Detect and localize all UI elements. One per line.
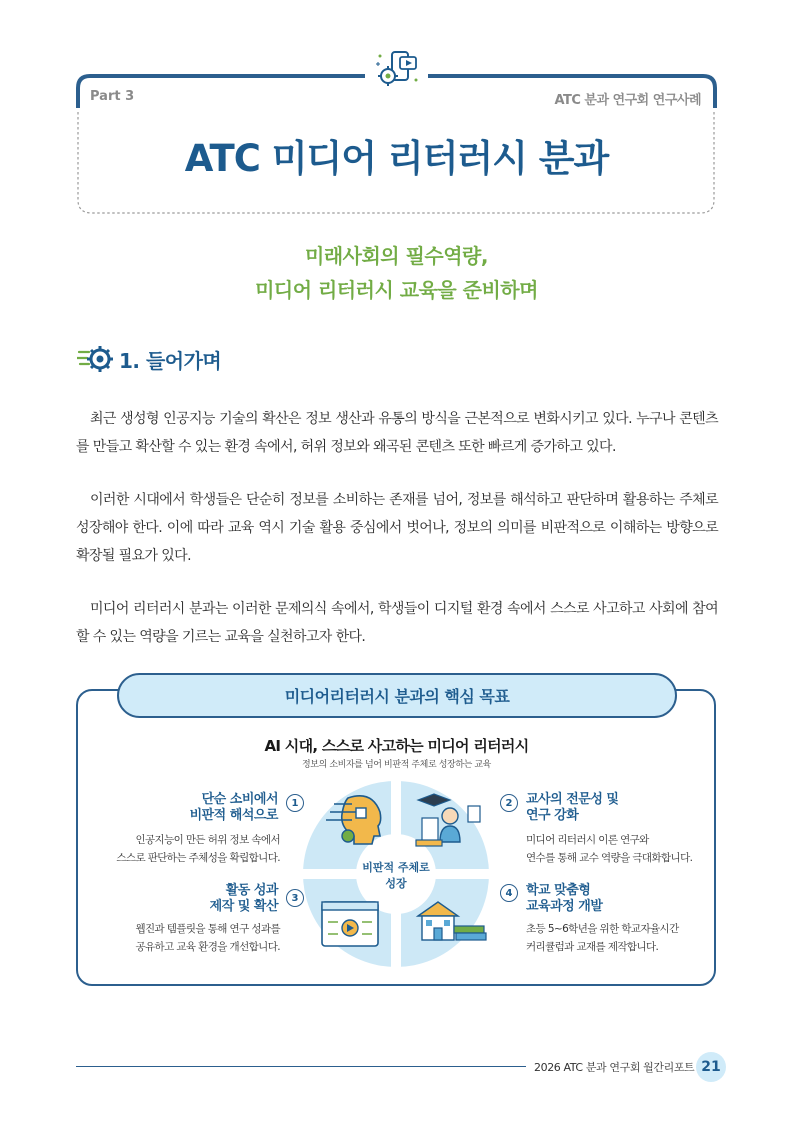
paragraph-1: 최근 생성형 인공지능 기술의 확산은 정보 생산과 유통의 방식을 근본적으로 변화시키고 있다. 누구나 콘텐츠를 만들고 확산할 수 있는 환경 속에서, 허위 정보와 왜곡된 콘텐츠 또한 빠르게 증가하고 있다.	[76, 411, 718, 455]
goal-3-description: 웹진과 템플릿을 통해 연구 성과를 공유하고 교육 환경을 개선합니다.	[135, 923, 280, 953]
subtitle-line-2: 미디어 리터러시 교육을 준비하며	[255, 278, 538, 302]
hub-label-line-1: 비판적 주체로	[362, 861, 430, 874]
goal-2-description: 미디어 리터러시 이론 연구와 연수를 통해 교수 역량을 극대화합니다.	[526, 834, 693, 864]
mobile-media-gear-icon	[370, 46, 424, 92]
goal-1-description: 인공지능이 만든 허위 정보 속에서 스스로 판단하는 주체성을 확립합니다.	[116, 834, 280, 864]
page-number: 21	[696, 1052, 726, 1082]
footer-divider	[76, 1066, 526, 1067]
goals-heading: AI 시대, 스스로 사고하는 미디어 리터러시	[264, 737, 529, 755]
web-media-icon	[322, 902, 378, 946]
goals-title: 미디어리터러시 분과의 핵심 목표	[284, 687, 510, 706]
goal-1-title: 단순 소비에서 비판적 해석으로	[189, 792, 278, 823]
page-title: ATC 미디어 리터러시 분과	[184, 137, 609, 180]
goals-subheading: 정보의 소비자를 넘어 비판적 주체로 성장하는 교육	[302, 760, 491, 770]
paragraph-3: 미디어 리터러시 분과는 이러한 문제의식 속에서, 학생들이 디지털 환경 속에서 스스로 사고하고 사회에 참여할 수 있는 역량을 기르는 교육을 실천하고자 한다.	[76, 601, 718, 645]
gear-speed-icon	[77, 342, 115, 376]
goal-4-number-badge: 4	[500, 884, 518, 902]
series-label: ATC 분과 연구회 연구사례	[554, 93, 701, 108]
goal-3-number-badge: 3	[286, 889, 304, 907]
goal-2-number-badge: 2	[500, 794, 518, 812]
goal-3-title: 활동 성과 제작 및 확산	[209, 883, 278, 914]
goal-4-description: 초등 5~6학년을 위한 학교자율시간 커리큘럼과 교재를 제작합니다.	[526, 923, 679, 953]
goal-4-title: 학교 맞춤형 교육과정 개발	[526, 883, 603, 914]
goals-title-tab	[117, 673, 677, 718]
section-title: 1. 들어가며	[119, 348, 222, 373]
subtitle-line-1: 미래사회의 필수역량,	[305, 244, 488, 268]
goals-hub-diagram	[300, 778, 492, 970]
goal-1-number-badge: 1	[286, 794, 304, 812]
part-label: Part 3	[90, 89, 135, 104]
footer-text: 2026 ATC 분과 연구회 월간리포트	[534, 1061, 695, 1074]
header-frame	[0, 0, 793, 220]
paragraph-2: 이러한 시대에서 학생들은 단순히 정보를 소비하는 존재를 넘어, 정보를 해석하고 판단하며 활용하는 주체로 성장해야 한다. 이에 따라 교육 역시 기술 활용 중심에서 벗어나, 정보의 의미를 비판적으로 이해하는 방향으로 확장될 필요가 있다.	[76, 492, 718, 564]
hub-label-line-2: 성장	[385, 877, 407, 890]
goal-2-title: 교사의 전문성 및 연구 강화	[526, 792, 619, 823]
section-heading	[77, 342, 221, 376]
